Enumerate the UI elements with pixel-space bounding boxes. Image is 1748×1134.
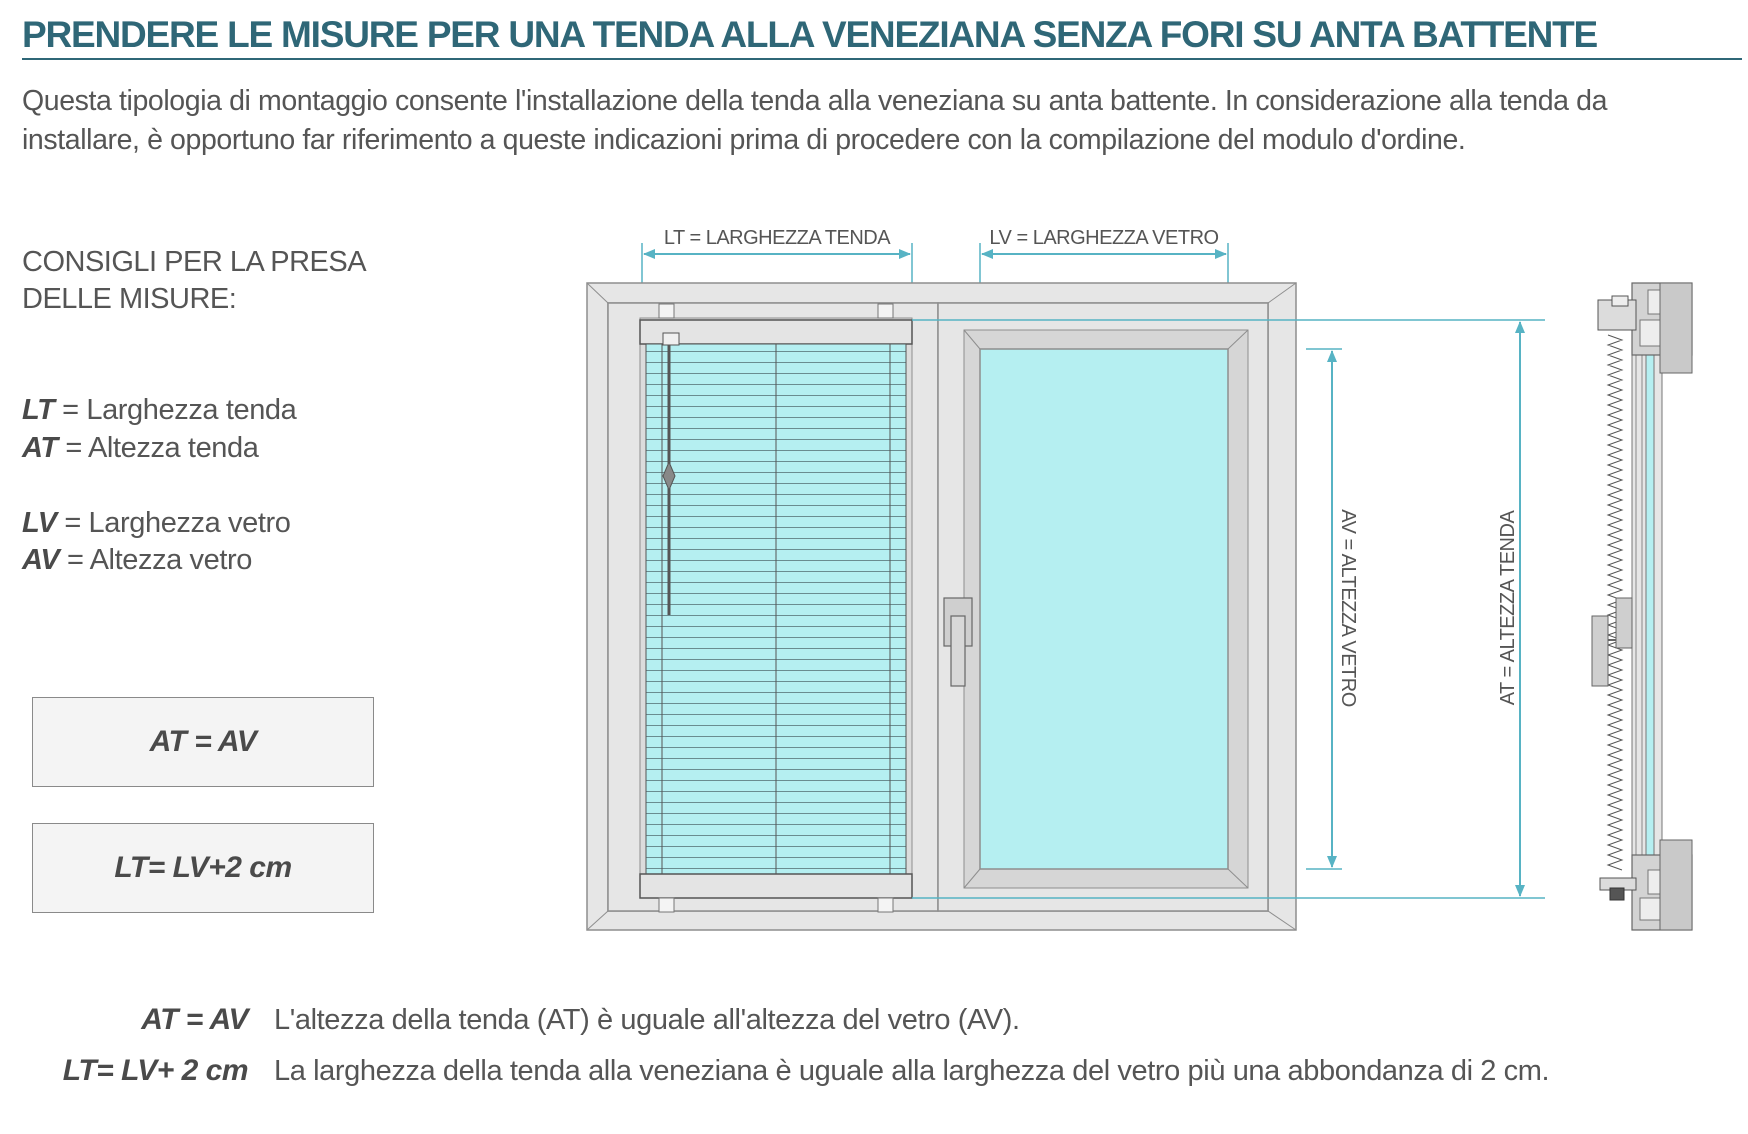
av-dimension (1306, 349, 1359, 869)
av-label: AV = ALTEZZA VETRO (1337, 509, 1359, 707)
glass-pane (980, 349, 1228, 869)
legend-abbr: LT (22, 394, 55, 426)
window-cross-section (1592, 283, 1692, 930)
page-title: PRENDERE LE MISURE PER UNA TENDA ALLA VENEZIANA SENZA FORI SU ANTA BATTENTE (22, 14, 1598, 55)
legend-abbr: LV (22, 507, 57, 539)
legend-text: = Larghezza vetro (56, 507, 291, 539)
lv-label: LV = LARGHEZZA VETRO (989, 227, 1219, 249)
formula-box-text: LT= LV+2 cm (114, 851, 292, 884)
at-label: AT = ALTEZZA TENDA (1497, 510, 1519, 706)
formula-description-at-av: L'altezza della tenda (AT) è uguale all'altezza del vetro (AV). (274, 1004, 1020, 1036)
legend-abbr: AT (22, 432, 58, 464)
formula-box-text: AT = AV (149, 725, 257, 758)
legend-text: = Altezza vetro (59, 544, 253, 576)
legend-abbr: AV (22, 544, 60, 576)
legend-text: = Larghezza tenda (54, 394, 297, 426)
tips-heading: CONSIGLI PER LA PRESA DELLE MISURE: (22, 246, 365, 315)
legend-text: = Altezza tenda (57, 432, 259, 464)
intro-paragraph: Questa tipologia di montaggio consente l'installazione della tenda alla veneziana su anta battente. In considerazione alla tenda da installare, è opportuno far riferimento a queste indicazioni prima di procedere con la compilazione del modulo d'ordine. (22, 85, 1608, 156)
formula-at-av: AT = AV (141, 1003, 248, 1036)
venetian-blind (640, 304, 912, 912)
formula-description-lt-lv: La larghezza della tenda alla veneziana è uguale alla larghezza del vetro più una abbondanza di 2 cm. (274, 1055, 1550, 1087)
formula-lt-lv: LT= LV+ 2 cm (62, 1054, 248, 1087)
right-sash (938, 303, 1268, 911)
lt-label: LT = LARGHEZZA TENDA (663, 227, 891, 249)
